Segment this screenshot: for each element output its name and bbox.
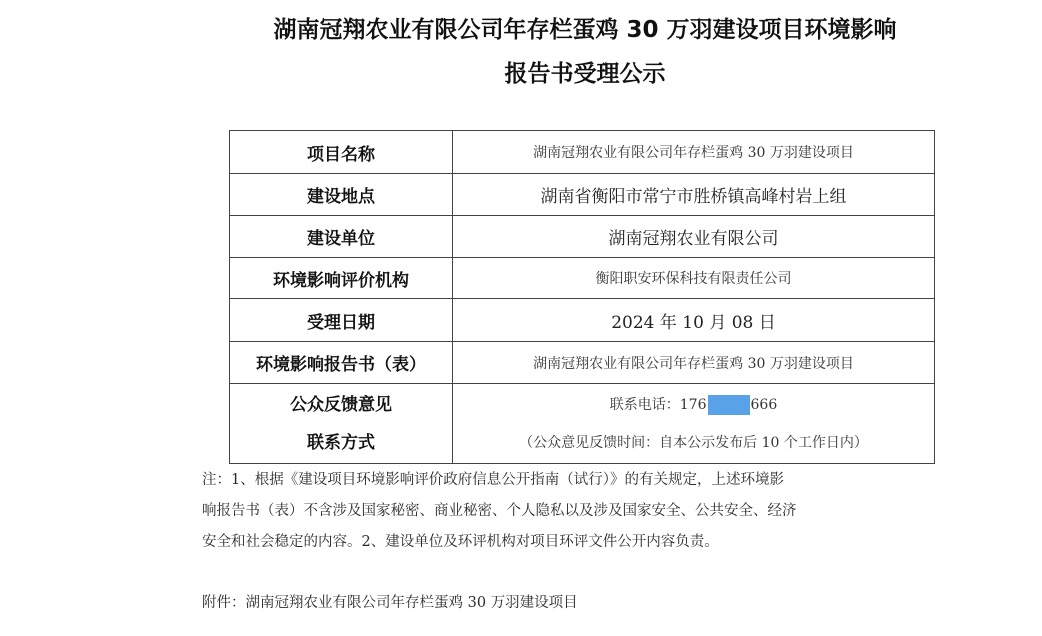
label-location: 建设地点 [230, 174, 453, 216]
note-line-3: 安全和社会稳定的内容。2、建设单位及环评机构对项目环评文件公开内容负责。 [202, 534, 719, 550]
value-eia-agency: 衡阳职安环保科技有限责任公司 [453, 258, 935, 299]
table-row-eia-agency [230, 258, 935, 299]
attachment-line: 附件：湖南冠翔农业有限公司年存栏蛋鸡 30 万羽建设项目 [202, 595, 578, 611]
title-line-1: 湖南冠翔农业有限公司年存栏蛋鸡 30 万羽建设项目环境影响 [273, 17, 897, 43]
project-info-table [229, 130, 935, 464]
label-feedback-line-1: 公众反馈意见 [290, 394, 392, 415]
label-accept-date: 受理日期 [230, 299, 453, 342]
table-row-builder [230, 216, 935, 258]
table-row-accept-date [230, 299, 935, 342]
value-report: 湖南冠翔农业有限公司年存栏蛋鸡 30 万羽建设项目 [453, 342, 935, 384]
label-report: 环境影响报告书（表） [230, 342, 453, 384]
note-paragraph [202, 465, 972, 558]
table-row-feedback [230, 384, 935, 464]
phone-suffix: 666 [750, 396, 778, 413]
phone-redaction-mask [708, 395, 750, 415]
value-location: 湖南省衡阳市常宁市胜桥镇高峰村岩上组 [453, 174, 935, 216]
value-builder: 湖南冠翔农业有限公司 [453, 216, 935, 258]
table-row-project-name [230, 131, 935, 174]
label-builder: 建设单位 [230, 216, 453, 258]
contact-phone [453, 386, 934, 424]
page-title [150, 8, 1020, 96]
phone-prefix: 联系电话：176 [609, 396, 707, 413]
value-project-name: 湖南冠翔农业有限公司年存栏蛋鸡 30 万羽建设项目 [453, 131, 935, 174]
label-eia-agency: 环境影响评价机构 [230, 258, 453, 299]
label-feedback-line-2: 联系方式 [307, 432, 375, 453]
label-project-name: 项目名称 [230, 131, 453, 174]
value-accept-date: 2024 年 10 月 08 日 [453, 299, 935, 342]
note-line-2: 响报告书（表）不含涉及国家秘密、商业秘密、个人隐私以及涉及国家安全、公共安全、经济 [202, 503, 797, 519]
feedback-period: （公众意见反馈时间：自本公示发布后 10 个工作日内） [519, 434, 868, 451]
value-feedback [453, 384, 935, 464]
table-row-location [230, 174, 935, 216]
label-feedback [230, 384, 453, 464]
note-line-1: 注：1、根据《建设项目环境影响评价政府信息公开指南（试行）》的有关规定，上述环境影 [202, 472, 784, 488]
table-row-report [230, 342, 935, 384]
title-line-2: 报告书受理公示 [504, 61, 666, 87]
